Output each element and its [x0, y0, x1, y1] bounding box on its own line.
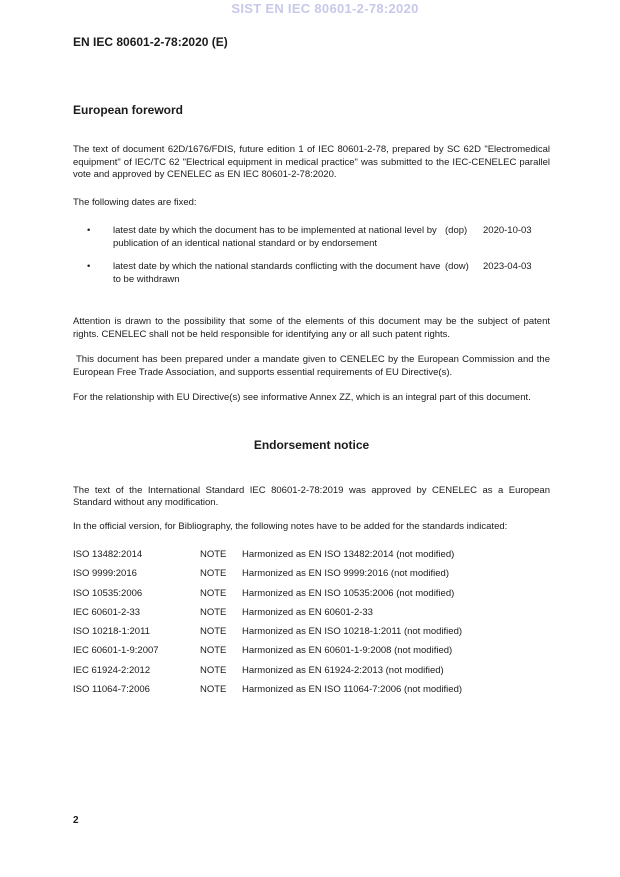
note-label: NOTE [200, 549, 227, 560]
note-label: NOTE [200, 645, 227, 657]
document-reference-header: EN IEC 80601-2-78:2020 (E) [73, 35, 228, 49]
note-label: NOTE [200, 664, 227, 676]
date-item-label: (dop) [445, 225, 468, 236]
table-row [73, 626, 550, 639]
paragraph-eu-directives: For the relationship with EU Directive(s) see informative Annex ZZ, which is an integral part of this document. [73, 392, 531, 403]
table-row [73, 665, 550, 678]
section-title-endorsement-notice: Endorsement notice [253, 437, 370, 452]
paragraph-endorsement-approval: The text of the International Standard IEC 80601-2-78:2019 was approved by CENELEC as a European Standard without any modification. [73, 484, 550, 508]
paragraph-dates-intro: The following dates are fixed: [73, 196, 197, 208]
harmonization-text: Harmonized as EN ISO 10218-1:2011 (not modified) [242, 626, 463, 638]
paragraph-mandate: This document has been prepared under a mandate given to CENELEC by the European Commission and the European Free Trade Association, and supports essential requirements of EU Directive(s). [73, 354, 550, 378]
standard-ref: ISO 11064-7:2006 [73, 684, 150, 696]
note-label: NOTE [200, 587, 227, 599]
standard-ref: IEC 61924-2:2012 [73, 664, 151, 676]
table-row [73, 684, 550, 697]
table-row [73, 588, 550, 601]
date-item-label: (dow) [445, 261, 469, 272]
date-item-dow [73, 261, 550, 286]
table-row [73, 645, 550, 658]
table-row [73, 568, 550, 581]
date-item-text: latest date by which the national standards conflicting with the document have to be withdrawn [113, 261, 441, 285]
harmonization-text: Harmonized as EN ISO 10535:2006 (not modified) [242, 587, 455, 599]
standard-ref: ISO 10535:2006 [73, 587, 143, 599]
standard-ref: IEC 60601-1-9:2007 [73, 645, 159, 657]
paragraph-bibliography-intro: In the official version, for Bibliography, the following notes have to be added for the standards indicated: [73, 520, 508, 532]
harmonization-text: Harmonized as EN 61924-2:2013 (not modified) [242, 664, 444, 676]
date-item-value: 2020-10-03 [483, 225, 532, 236]
note-label: NOTE [200, 568, 227, 580]
standard-ref: ISO 9999:2016 [73, 568, 137, 580]
harmonization-text: Harmonized as EN 60601-1-9:2008 (not modified) [242, 645, 453, 657]
harmonization-text: Harmonized as EN ISO 9999:2016 (not modified) [242, 568, 449, 580]
section-title-european-foreword: European foreword [73, 103, 184, 117]
standard-ref: IEC 60601-2-33 [73, 606, 141, 618]
paragraph-patent-rights: Attention is drawn to the possibility that some of the elements of this document may be the subject of patent rights. CENELEC shall not be held responsible for identifying any or all such patent rights. [73, 316, 550, 340]
note-label: NOTE [200, 684, 227, 696]
standard-ref: ISO 13482:2014 [73, 549, 143, 560]
harmonization-text: Harmonized as EN ISO 13482:2014 (not modified) [242, 549, 455, 560]
note-label: NOTE [200, 626, 227, 638]
date-item-dop [73, 225, 550, 250]
standard-ref: ISO 10218-1:2011 [73, 626, 150, 638]
harmonization-text: Harmonized as EN ISO 11064-7:2006 (not modified) [242, 684, 463, 696]
bullet-marker: • [87, 261, 91, 272]
date-item-value: 2023-04-03 [483, 261, 532, 272]
page-number: 2 [73, 815, 79, 826]
paragraph-document-text-intro: The text of document 62D/1676/FDIS, future edition 1 of IEC 80601-2-78, prepared by SC 62D "Electromedical equipment" of IEC/TC 62 "Electrical equipment in medical practice" was submitted to the IEC-CENELEC parallel vote and approved by CENELEC as EN IEC 80601-2-78:2020. [73, 144, 550, 180]
date-item-text: latest date by which the document has to be implemented at national level by publication of an identical national standard or by endorsement [113, 225, 437, 249]
harmonized-standards-table [73, 549, 550, 697]
note-label: NOTE [200, 606, 227, 618]
table-row [73, 549, 550, 562]
bullet-marker: • [87, 225, 91, 236]
harmonization-text: Harmonized as EN 60601-2-33 [242, 606, 373, 618]
sist-watermark: SIST EN IEC 80601-2-78:2020 [231, 1, 419, 16]
table-row [73, 607, 550, 620]
